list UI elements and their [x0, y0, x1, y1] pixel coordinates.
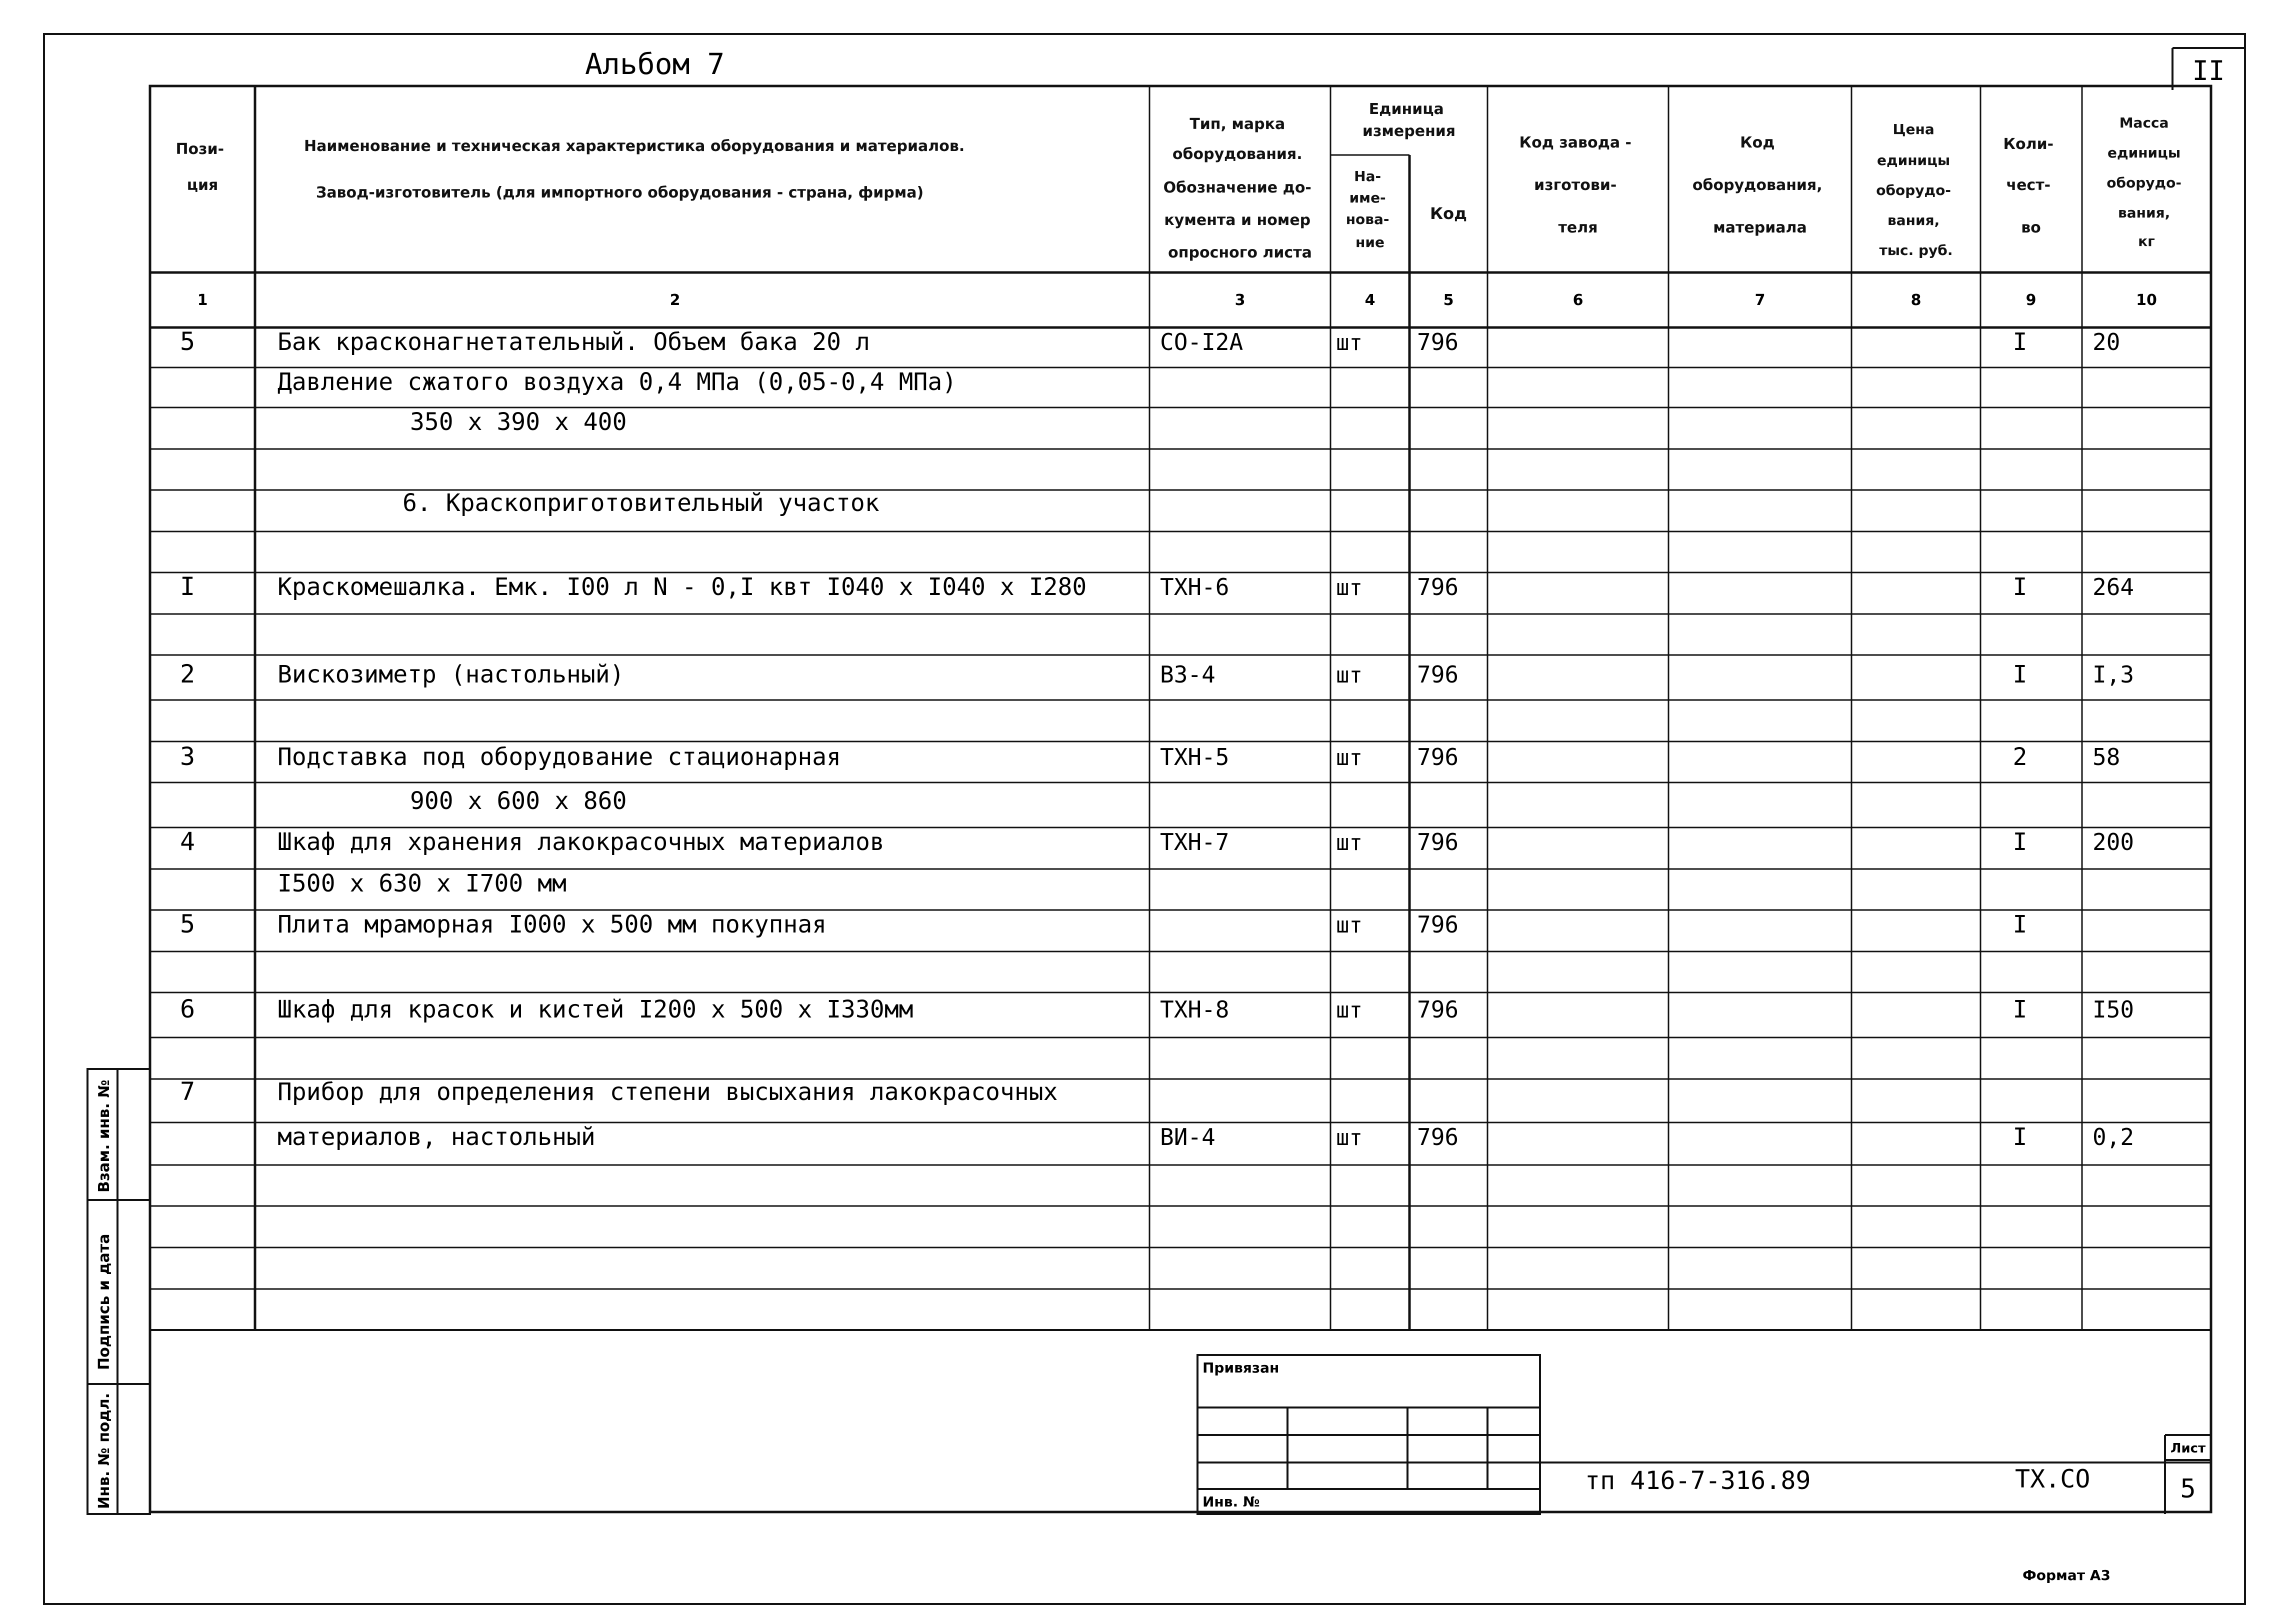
- cell-unit: шт: [1336, 330, 1362, 356]
- header-c9: Коли- чест- во: [2003, 136, 2054, 236]
- cell-code: 796: [1417, 996, 1459, 1023]
- column-number: 6: [1572, 292, 1584, 309]
- cell-type: СО-I2А: [1160, 328, 1244, 356]
- cell-name: 6. Краскоприготовительный участок: [402, 489, 880, 517]
- cell-name: материалов, настольный: [278, 1123, 596, 1151]
- header-c2a: Наименование и техническая характеристика оборудования и материалов.: [304, 138, 965, 155]
- cell-unit: шт: [1336, 662, 1362, 688]
- format-label: Формат А3: [2022, 1567, 2110, 1584]
- cell-unit: шт: [1336, 745, 1362, 770]
- section-code: ТХ.СО: [2015, 1464, 2090, 1494]
- cell-mass: I,3: [2092, 661, 2134, 688]
- cell-unit: шт: [1336, 1125, 1362, 1150]
- cell-quantity: I: [2012, 660, 2028, 688]
- header-c1: Пози- ция: [176, 140, 224, 194]
- cell-name: I500 х 630 х I700 мм: [278, 870, 566, 898]
- table-row: [410, 787, 626, 815]
- cell-code: 796: [1417, 328, 1459, 356]
- cell-unit: шт: [1336, 830, 1362, 856]
- cell-code: 796: [1417, 574, 1459, 600]
- table-row: [278, 870, 566, 898]
- table-row: [180, 572, 2134, 601]
- column-number-row: [198, 292, 2157, 309]
- cell-type: ТХН-8: [1160, 996, 1230, 1023]
- column-number: 10: [2136, 292, 2157, 309]
- cell-position: 2: [180, 660, 196, 688]
- table-header: [176, 100, 2186, 262]
- cell-mass: 200: [2092, 828, 2134, 856]
- cell-position: 4: [180, 827, 196, 856]
- header-c10: Масса единицы оборудо- вания, кг: [2106, 114, 2182, 250]
- cell-position: I: [180, 572, 196, 601]
- cell-type: ВИ-4: [1160, 1124, 1216, 1150]
- cell-code: 796: [1417, 828, 1459, 856]
- cell-type: ТХН-7: [1160, 828, 1230, 856]
- table-body: [180, 327, 2134, 1151]
- table-row: [180, 994, 2134, 1024]
- side-label-signature-date: Подпись и дата: [96, 1234, 113, 1370]
- cell-code: 796: [1417, 1124, 1459, 1150]
- cell-unit: шт: [1336, 912, 1362, 938]
- cell-mass: 264: [2092, 574, 2134, 600]
- column-number: 5: [1443, 292, 1454, 309]
- column-number: 8: [1910, 292, 1922, 309]
- table-row: [278, 368, 956, 396]
- stamp-inventory-label: Инв. №: [1202, 1494, 1260, 1510]
- column-number: 4: [1364, 292, 1376, 309]
- header-c6: Код завода - изготови- теля: [1519, 134, 1632, 236]
- cell-quantity: I: [2012, 828, 2028, 856]
- cell-mass: 20: [2092, 328, 2120, 356]
- cell-code: 796: [1417, 744, 1459, 770]
- cell-name: Плита мраморная I000 х 500 мм покупная: [278, 910, 827, 938]
- table-row: [402, 489, 880, 517]
- header-c4: На- име- нова- ние: [1346, 168, 1390, 250]
- header-c2b: Завод-изготовитель (для импортного оборудования - страна, фирма): [316, 184, 924, 202]
- column-number: 3: [1234, 292, 1246, 309]
- cell-name: Прибор для определения степени высыхания лакокрасочных: [278, 1078, 1058, 1106]
- cell-quantity: I: [2012, 328, 2028, 356]
- cell-type: ТХН-5: [1160, 744, 1230, 770]
- cell-name: Шкаф для хранения лакокрасочных материалов: [278, 828, 884, 856]
- cell-name: Вискозиметр (настольный): [278, 660, 624, 688]
- sheet-label: Лист: [2170, 1441, 2206, 1456]
- cell-quantity: I: [2012, 910, 2028, 938]
- column-number: 1: [197, 292, 208, 309]
- sheet-number: 5: [2180, 1474, 2196, 1504]
- table-row: [180, 1077, 1058, 1106]
- header-c8: Цена единицы оборудо- вания, тыс. руб.: [1876, 121, 1953, 258]
- document-code: тп 416-7-316.89: [1585, 1466, 1811, 1495]
- cell-type: ТХН-6: [1160, 574, 1230, 600]
- cell-mass: I50: [2092, 996, 2134, 1023]
- cell-name: 350 х 390 х 400: [410, 408, 627, 436]
- cell-code: 796: [1417, 661, 1459, 688]
- header-c5: Код: [1430, 204, 1467, 223]
- cell-mass: 58: [2092, 744, 2120, 770]
- table-row: [278, 1123, 2134, 1151]
- cell-mass: 0,2: [2092, 1124, 2134, 1150]
- cell-name: Шкаф для красок и кистей I200 х 500 х I330мм: [278, 996, 914, 1024]
- cell-name: Бак красконагнетательный. Объем бака 20 л: [278, 328, 870, 356]
- header-unit-group: Единица измерения: [1362, 100, 1456, 140]
- column-number: 2: [670, 292, 680, 309]
- cell-position: 6: [180, 994, 196, 1024]
- stamp-privyazan: Привязан: [1202, 1360, 1280, 1376]
- table-row: [180, 827, 2134, 856]
- page-corner-number: II: [2192, 55, 2225, 86]
- table-row: [410, 408, 626, 436]
- cell-quantity: 2: [2012, 743, 2028, 771]
- cell-quantity: I: [2012, 573, 2028, 601]
- cell-unit: шт: [1336, 998, 1362, 1023]
- cell-type: ВЗ-4: [1160, 661, 1216, 688]
- side-label-replacement-inventory: Взам. инв. №: [96, 1080, 113, 1192]
- cell-unit: шт: [1336, 575, 1362, 600]
- header-c3: Тип, марка оборудования. Обозначение до- кумента и номер опросного листа: [1163, 116, 1312, 262]
- cell-position: 7: [180, 1077, 196, 1106]
- cell-name: Краскомешалка. Емк. I00 л N - 0,I квт I040 х I040 х I280: [278, 573, 1087, 601]
- table-row: [180, 660, 2134, 688]
- side-label-original-inventory: Инв. № подл.: [96, 1392, 113, 1509]
- column-number: 7: [1754, 292, 1766, 309]
- cell-name: Давление сжатого воздуха 0,4 МПа (0,05-0,4 МПа): [278, 368, 957, 396]
- cell-quantity: I: [2012, 1123, 2028, 1151]
- cell-position: 5: [180, 327, 196, 356]
- cell-quantity: I: [2012, 996, 2028, 1024]
- column-number: 9: [2026, 292, 2036, 309]
- album-title: Альбом 7: [585, 47, 725, 81]
- table-row: [180, 910, 2028, 938]
- cell-name: 900 х 600 х 860: [410, 787, 627, 815]
- header-c7: Код оборудования, материала: [1692, 134, 1822, 236]
- cell-position: 3: [180, 742, 196, 771]
- cell-position: 5: [180, 910, 196, 938]
- cell-name: Подставка под оборудование стационарная: [278, 743, 842, 771]
- cell-code: 796: [1417, 911, 1459, 938]
